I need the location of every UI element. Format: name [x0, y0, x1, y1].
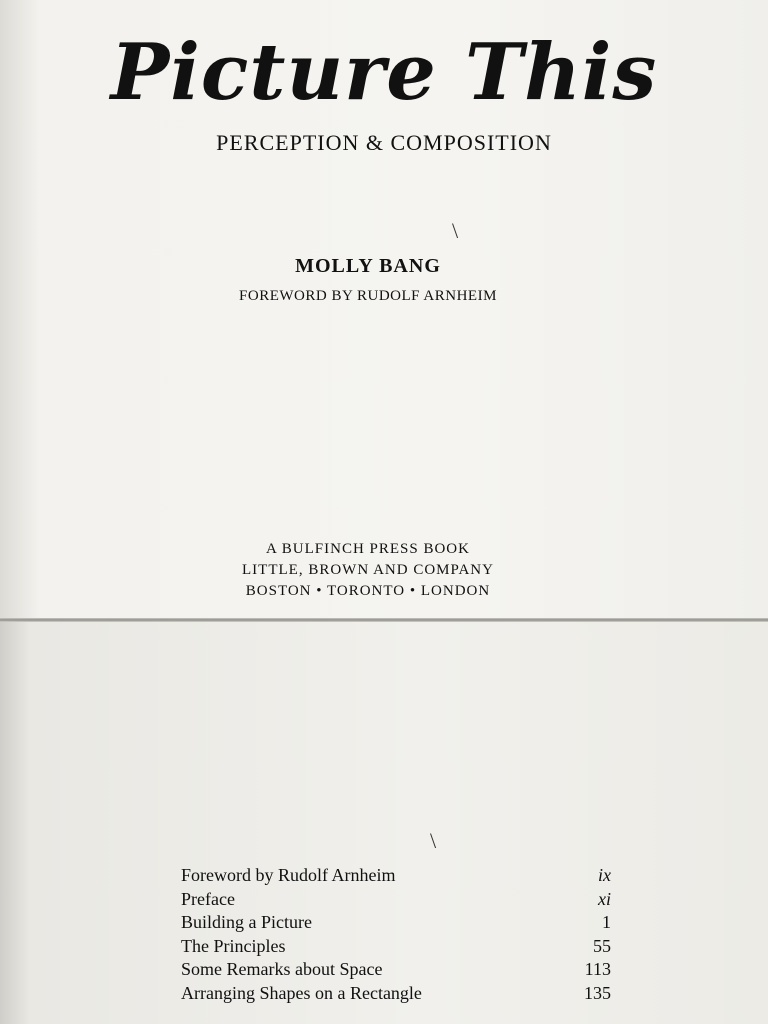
toc-entry: [181, 958, 611, 982]
publisher-cities: BOSTON • TORONTO • LONDON: [245, 583, 491, 599]
toc-entry-page: 55: [593, 935, 611, 956]
toc-entry: [181, 888, 611, 912]
toc-entry-title: Foreword by Rudolf Arnheim: [181, 865, 396, 885]
toc-entry-page: xi: [598, 888, 611, 909]
pencil-mark: \: [452, 218, 459, 243]
toc-entry: [181, 911, 611, 935]
foreword-credit: FOREWORD BY RUDOLF ARNHEIM: [239, 288, 497, 304]
toc-entry-title: Building a Picture: [181, 912, 312, 932]
toc-entry-page: 1: [602, 912, 611, 932]
pencil-mark: \: [430, 828, 437, 853]
author-name: MOLLY BANG: [295, 255, 441, 277]
publisher-name: LITTLE, BROWN AND COMPANY: [242, 562, 494, 578]
toc-entry-page: ix: [598, 865, 611, 885]
toc-entry-title: Some Remarks about Space: [181, 959, 383, 979]
toc-entry: [181, 864, 611, 888]
toc-entry: [181, 935, 611, 959]
toc-entry: [181, 982, 611, 1006]
toc-entry-page: 113: [584, 959, 611, 979]
toc-entry-title: Arranging Shapes on a Rectangle: [181, 982, 422, 1003]
table-of-contents: [181, 864, 611, 1005]
toc-entry-title: Preface: [181, 888, 235, 909]
publisher-imprint: A BULFINCH PRESS BOOK: [266, 541, 470, 557]
book-title: Picture This: [110, 27, 658, 118]
toc-entry-title: The Principles: [181, 935, 286, 956]
book-subtitle: PERCEPTION & COMPOSITION: [216, 130, 552, 155]
toc-entry-page: 135: [584, 982, 611, 1003]
